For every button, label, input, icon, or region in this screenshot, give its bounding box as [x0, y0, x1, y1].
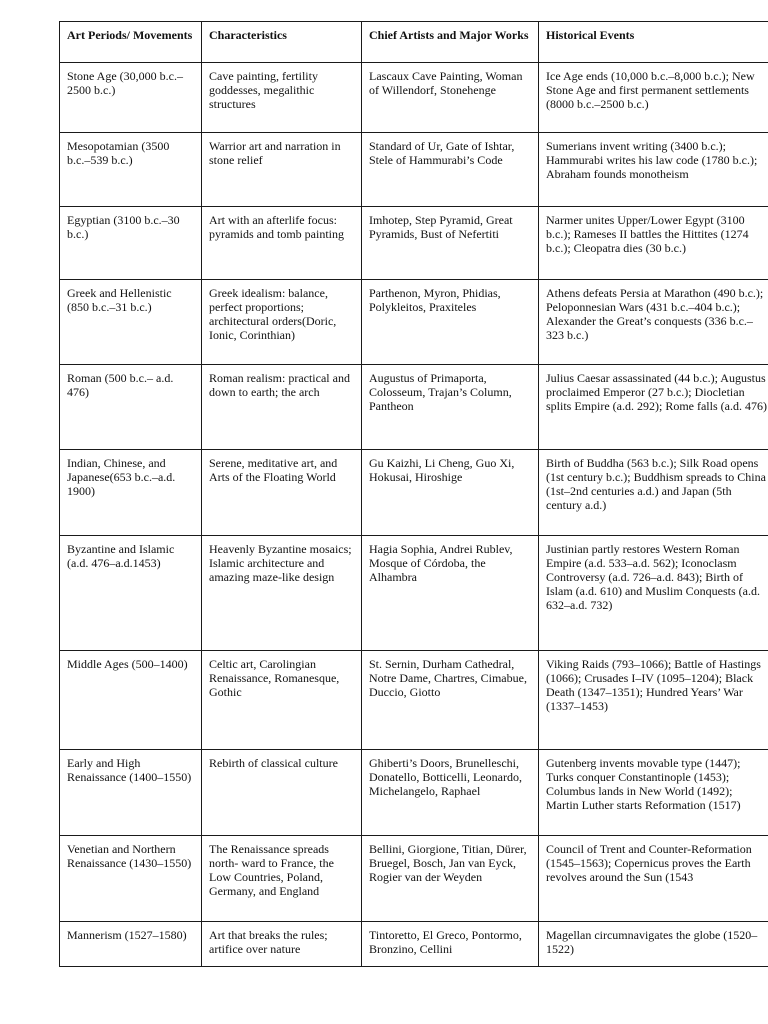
cell-characteristics: Roman realism: practical and down to earth; the arch: [202, 365, 362, 450]
cell-historical-events: Justinian partly restores Western Roman Empire (a.d. 533–a.d. 562); Iconoclasm Controversy (a.d. 726–a.d. 843); Birth of Islam (a.d. 610) and Muslim Conquests (a.d. 632–a.d. 732): [539, 536, 768, 651]
cell-historical-events: Narmer unites Upper/Lower Egypt (3100 b.c.); Rameses II battles the Hittites (1274 b.c.); Cleopatra dies (30 b.c.): [539, 207, 768, 280]
cell-chief-artists: Augustus of Primaporta, Colosseum, Trajan’s Column, Pantheon: [362, 365, 539, 450]
cell-historical-events: Athens defeats Persia at Marathon (490 b.c.); Peloponnesian Wars (431 b.c.–404 b.c.); Alexander the Great’s conquests (336 b.c.–323 b.c.): [539, 280, 768, 365]
cell-art-period: Greek and Hellenistic (850 b.c.–31 b.c.): [60, 280, 202, 365]
cell-characteristics: Cave painting, fertility goddesses, megalithic structures: [202, 63, 362, 133]
cell-chief-artists: Imhotep, Step Pyramid, Great Pyramids, Bust of Nefertiti: [362, 207, 539, 280]
cell-historical-events: Magellan circumnavigates the globe (1520–1522): [539, 922, 768, 967]
cell-art-period: Roman (500 b.c.– a.d. 476): [60, 365, 202, 450]
table-row: [60, 280, 768, 365]
cell-art-period: Byzantine and Islamic (a.d. 476–a.d.1453): [60, 536, 202, 651]
table-row: [60, 922, 768, 967]
cell-characteristics: Serene, meditative art, and Arts of the Floating World: [202, 450, 362, 536]
table-header: [60, 22, 768, 63]
cell-characteristics: Greek idealism: balance, perfect proportions; architectural orders(Doric, Ionic, Corinthian): [202, 280, 362, 365]
cell-chief-artists: Parthenon, Myron, Phidias, Polykleitos, Praxiteles: [362, 280, 539, 365]
cell-art-period: Venetian and Northern Renaissance (1430–1550): [60, 836, 202, 922]
cell-art-period: Egyptian (3100 b.c.–30 b.c.): [60, 207, 202, 280]
cell-chief-artists: Hagia Sophia, Andrei Rublev, Mosque of Córdoba, the Alhambra: [362, 536, 539, 651]
table-row: [60, 450, 768, 536]
table-row: [60, 536, 768, 651]
cell-characteristics: Rebirth of classical culture: [202, 750, 362, 836]
cell-historical-events: Birth of Buddha (563 b.c.); Silk Road opens (1st century b.c.); Buddhism spreads to China (1st–2nd centuries a.d.) and Japan (5th century a.d.): [539, 450, 768, 536]
cell-chief-artists: Gu Kaizhi, Li Cheng, Guo Xi, Hokusai, Hiroshige: [362, 450, 539, 536]
cell-chief-artists: Bellini, Giorgione, Titian, Dürer, Bruegel, Bosch, Jan van Eyck, Rogier van der Weyden: [362, 836, 539, 922]
cell-art-period: Mesopotamian (3500 b.c.–539 b.c.): [60, 133, 202, 207]
cell-art-period: Indian, Chinese, and Japanese(653 b.c.–a.d. 1900): [60, 450, 202, 536]
header-row: [60, 22, 768, 63]
cell-chief-artists: St. Sernin, Durham Cathedral, Notre Dame, Chartres, Cimabue, Duccio, Giotto: [362, 651, 539, 750]
table-row: [60, 207, 768, 280]
table-row: [60, 750, 768, 836]
header-chief-artists: Chief Artists and Major Works: [362, 22, 539, 63]
cell-characteristics: Heavenly Byzantine mosaics; Islamic architecture and amazing maze-like design: [202, 536, 362, 651]
cell-historical-events: Julius Caesar assassinated (44 b.c.); Augustus proclaimed Emperor (27 b.c.); Diocletian splits Empire (a.d. 292); Rome falls (a.d. 476): [539, 365, 768, 450]
cell-characteristics: Art with an afterlife focus: pyramids and tomb painting: [202, 207, 362, 280]
cell-characteristics: Warrior art and narration in stone relief: [202, 133, 362, 207]
cell-chief-artists: Ghiberti’s Doors, Brunelleschi, Donatello, Botticelli, Leonardo, Michelangelo, Raphael: [362, 750, 539, 836]
table-row: [60, 651, 768, 750]
cell-art-period: Middle Ages (500–1400): [60, 651, 202, 750]
cell-chief-artists: Lascaux Cave Painting, Woman of Willendorf, Stonehenge: [362, 63, 539, 133]
art-periods-table: [59, 21, 768, 967]
header-historical-events: Historical Events: [539, 22, 768, 63]
cell-historical-events: Ice Age ends (10,000 b.c.–8,000 b.c.); New Stone Age and first permanent settlements (8000 b.c.–2500 b.c.): [539, 63, 768, 133]
cell-art-period: Early and High Renaissance (1400–1550): [60, 750, 202, 836]
cell-historical-events: Viking Raids (793–1066); Battle of Hastings (1066); Crusades I–IV (1095–1204); Black Death (1347–1351); Hundred Years’ War (1337–1453): [539, 651, 768, 750]
cell-characteristics: Art that breaks the rules; artifice over nature: [202, 922, 362, 967]
cell-historical-events: Sumerians invent writing (3400 b.c.); Hammurabi writes his law code (1780 b.c.); Abraham founds monotheism: [539, 133, 768, 207]
cell-art-period: Mannerism (1527–1580): [60, 922, 202, 967]
table-row: [60, 836, 768, 922]
table-body: [60, 63, 768, 967]
cell-characteristics: Celtic art, Carolingian Renaissance, Romanesque, Gothic: [202, 651, 362, 750]
table-row: [60, 365, 768, 450]
cell-historical-events: Gutenberg invents movable type (1447); Turks conquer Constantinople (1453); Columbus lands in New World (1492); Martin Luther starts Reformation (1517): [539, 750, 768, 836]
cell-art-period: Stone Age (30,000 b.c.–2500 b.c.): [60, 63, 202, 133]
cell-characteristics: The Renaissance spreads north- ward to France, the Low Countries, Poland, Germany, and England: [202, 836, 362, 922]
cell-chief-artists: Standard of Ur, Gate of Ishtar, Stele of Hammurabi’s Code: [362, 133, 539, 207]
cell-historical-events: Council of Trent and Counter-Reformation (1545–1563); Copernicus proves the Earth revolves around the Sun (1543: [539, 836, 768, 922]
header-characteristics: Characteristics: [202, 22, 362, 63]
table-row: [60, 133, 768, 207]
header-art-periods: Art Periods/ Movements: [60, 22, 202, 63]
table-row: [60, 63, 768, 133]
cell-chief-artists: Tintoretto, El Greco, Pontormo, Bronzino, Cellini: [362, 922, 539, 967]
